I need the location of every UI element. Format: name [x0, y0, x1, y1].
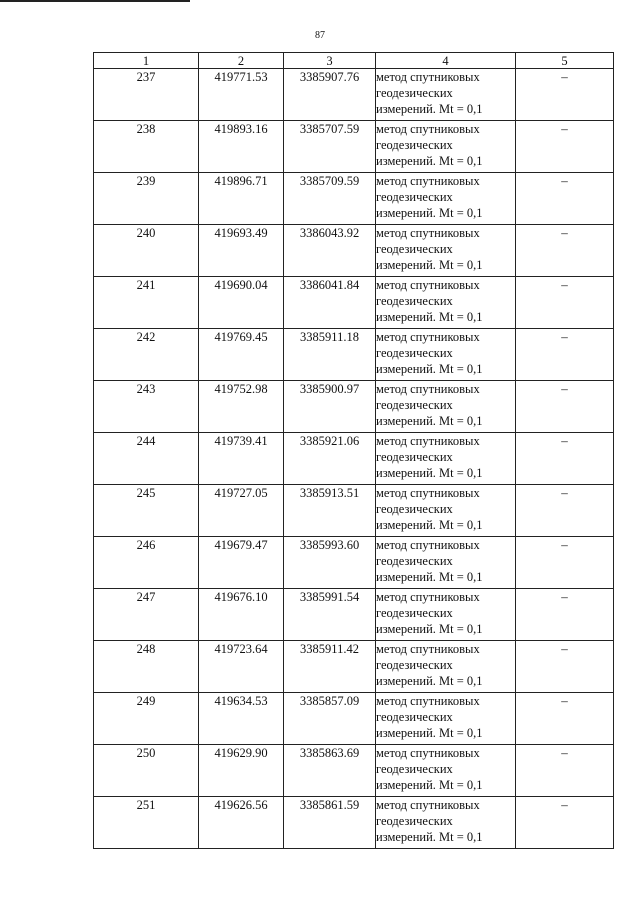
x-coordinate-cell: 419676.10 — [199, 589, 284, 641]
method-line: метод спутниковых — [376, 486, 480, 500]
y-coordinate-cell: 3385991.54 — [284, 589, 376, 641]
method-cell — [376, 225, 516, 277]
method-cell — [376, 173, 516, 225]
point-number-cell: 241 — [94, 277, 199, 329]
method-line: метод спутниковых — [376, 330, 480, 344]
y-coordinate-cell: 3385907.76 — [284, 69, 376, 121]
header-col-2: 2 — [199, 53, 284, 69]
note-cell: – — [516, 537, 614, 589]
point-number-cell: 246 — [94, 537, 199, 589]
method-line: измерений. Mt = 0,1 — [376, 102, 483, 116]
note-cell: – — [516, 277, 614, 329]
method-line: геодезических — [376, 762, 453, 776]
method-line: метод спутниковых — [376, 226, 480, 240]
note-cell: – — [516, 693, 614, 745]
method-line: геодезических — [376, 138, 453, 152]
page-number: 87 — [315, 30, 325, 41]
y-coordinate-cell: 3386041.84 — [284, 277, 376, 329]
method-cell — [376, 745, 516, 797]
method-line: геодезических — [376, 398, 453, 412]
method-cell — [376, 485, 516, 537]
x-coordinate-cell: 419769.45 — [199, 329, 284, 381]
x-coordinate-cell: 419896.71 — [199, 173, 284, 225]
table-row — [94, 537, 614, 589]
x-coordinate-cell: 419626.56 — [199, 797, 284, 849]
note-cell: – — [516, 797, 614, 849]
method-cell — [376, 69, 516, 121]
method-line: измерений. Mt = 0,1 — [376, 414, 483, 428]
method-line: геодезических — [376, 606, 453, 620]
point-number-cell: 243 — [94, 381, 199, 433]
note-cell: – — [516, 433, 614, 485]
y-coordinate-cell: 3385993.60 — [284, 537, 376, 589]
table-row — [94, 277, 614, 329]
note-cell: – — [516, 121, 614, 173]
note-cell: – — [516, 589, 614, 641]
method-line: геодезических — [376, 814, 453, 828]
y-coordinate-cell: 3385911.18 — [284, 329, 376, 381]
point-number-cell: 249 — [94, 693, 199, 745]
method-line: геодезических — [376, 710, 453, 724]
y-coordinate-cell: 3385857.09 — [284, 693, 376, 745]
method-line: метод спутниковых — [376, 538, 480, 552]
table-row — [94, 485, 614, 537]
y-coordinate-cell: 3385861.59 — [284, 797, 376, 849]
method-line: измерений. Mt = 0,1 — [376, 778, 483, 792]
note-cell: – — [516, 225, 614, 277]
method-line: измерений. Mt = 0,1 — [376, 362, 483, 376]
note-cell: – — [516, 329, 614, 381]
method-line: метод спутниковых — [376, 382, 480, 396]
table-row — [94, 225, 614, 277]
table-row — [94, 433, 614, 485]
method-line: геодезических — [376, 450, 453, 464]
point-number-cell: 238 — [94, 121, 199, 173]
table-body — [94, 69, 614, 849]
method-line: геодезических — [376, 86, 453, 100]
x-coordinate-cell: 419893.16 — [199, 121, 284, 173]
x-coordinate-cell: 419690.04 — [199, 277, 284, 329]
table-header-row — [94, 53, 614, 69]
method-cell — [376, 537, 516, 589]
method-line: измерений. Mt = 0,1 — [376, 154, 483, 168]
table-row — [94, 173, 614, 225]
table-row — [94, 121, 614, 173]
method-line: метод спутниковых — [376, 174, 480, 188]
y-coordinate-cell: 3385900.97 — [284, 381, 376, 433]
method-line: метод спутниковых — [376, 798, 480, 812]
method-cell — [376, 277, 516, 329]
x-coordinate-cell: 419727.05 — [199, 485, 284, 537]
point-number-cell: 248 — [94, 641, 199, 693]
method-line: метод спутниковых — [376, 694, 480, 708]
method-line: метод спутниковых — [376, 122, 480, 136]
method-line: измерений. Mt = 0,1 — [376, 518, 483, 532]
x-coordinate-cell: 419752.98 — [199, 381, 284, 433]
method-line: геодезических — [376, 294, 453, 308]
method-cell — [376, 121, 516, 173]
note-cell: – — [516, 381, 614, 433]
y-coordinate-cell: 3385913.51 — [284, 485, 376, 537]
table-row — [94, 693, 614, 745]
table-row — [94, 797, 614, 849]
method-cell — [376, 797, 516, 849]
table-row — [94, 381, 614, 433]
note-cell: – — [516, 173, 614, 225]
note-cell: – — [516, 745, 614, 797]
method-line: измерений. Mt = 0,1 — [376, 830, 483, 844]
method-line: измерений. Mt = 0,1 — [376, 570, 483, 584]
point-number-cell: 251 — [94, 797, 199, 849]
method-line: измерений. Mt = 0,1 — [376, 622, 483, 636]
point-number-cell: 247 — [94, 589, 199, 641]
header-col-5: 5 — [516, 53, 614, 69]
table-row — [94, 641, 614, 693]
method-cell — [376, 433, 516, 485]
y-coordinate-cell: 3385863.69 — [284, 745, 376, 797]
method-line: измерений. Mt = 0,1 — [376, 466, 483, 480]
y-coordinate-cell: 3386043.92 — [284, 225, 376, 277]
point-number-cell: 239 — [94, 173, 199, 225]
method-cell — [376, 329, 516, 381]
method-line: геодезических — [376, 346, 453, 360]
x-coordinate-cell: 419693.49 — [199, 225, 284, 277]
x-coordinate-cell: 419723.64 — [199, 641, 284, 693]
method-cell — [376, 381, 516, 433]
method-line: метод спутниковых — [376, 70, 480, 84]
method-line: измерений. Mt = 0,1 — [376, 206, 483, 220]
method-line: измерений. Mt = 0,1 — [376, 726, 483, 740]
point-number-cell: 244 — [94, 433, 199, 485]
method-cell — [376, 693, 516, 745]
method-line: геодезических — [376, 554, 453, 568]
y-coordinate-cell: 3385921.06 — [284, 433, 376, 485]
x-coordinate-cell: 419739.41 — [199, 433, 284, 485]
table-row — [94, 69, 614, 121]
point-number-cell: 240 — [94, 225, 199, 277]
header-col-1: 1 — [94, 53, 199, 69]
method-line: метод спутниковых — [376, 434, 480, 448]
y-coordinate-cell: 3385707.59 — [284, 121, 376, 173]
method-line: геодезических — [376, 190, 453, 204]
header-col-4: 4 — [376, 53, 516, 69]
method-line: геодезических — [376, 502, 453, 516]
table-row — [94, 329, 614, 381]
point-number-cell: 242 — [94, 329, 199, 381]
x-coordinate-cell: 419629.90 — [199, 745, 284, 797]
x-coordinate-cell: 419679.47 — [199, 537, 284, 589]
method-line: метод спутниковых — [376, 746, 480, 760]
method-line: геодезических — [376, 658, 453, 672]
coordinates-table — [93, 52, 614, 849]
note-cell: – — [516, 485, 614, 537]
method-line: метод спутниковых — [376, 590, 480, 604]
y-coordinate-cell: 3385911.42 — [284, 641, 376, 693]
point-number-cell: 245 — [94, 485, 199, 537]
method-line: метод спутниковых — [376, 278, 480, 292]
method-cell — [376, 641, 516, 693]
method-line: измерений. Mt = 0,1 — [376, 674, 483, 688]
method-cell — [376, 589, 516, 641]
point-number-cell: 237 — [94, 69, 199, 121]
top-rule — [0, 0, 190, 2]
method-line: геодезических — [376, 242, 453, 256]
table-row — [94, 745, 614, 797]
header-col-3: 3 — [284, 53, 376, 69]
x-coordinate-cell: 419634.53 — [199, 693, 284, 745]
method-line: метод спутниковых — [376, 642, 480, 656]
point-number-cell: 250 — [94, 745, 199, 797]
method-line: измерений. Mt = 0,1 — [376, 310, 483, 324]
method-line: измерений. Mt = 0,1 — [376, 258, 483, 272]
note-cell: – — [516, 69, 614, 121]
x-coordinate-cell: 419771.53 — [199, 69, 284, 121]
table-row — [94, 589, 614, 641]
y-coordinate-cell: 3385709.59 — [284, 173, 376, 225]
note-cell: – — [516, 641, 614, 693]
